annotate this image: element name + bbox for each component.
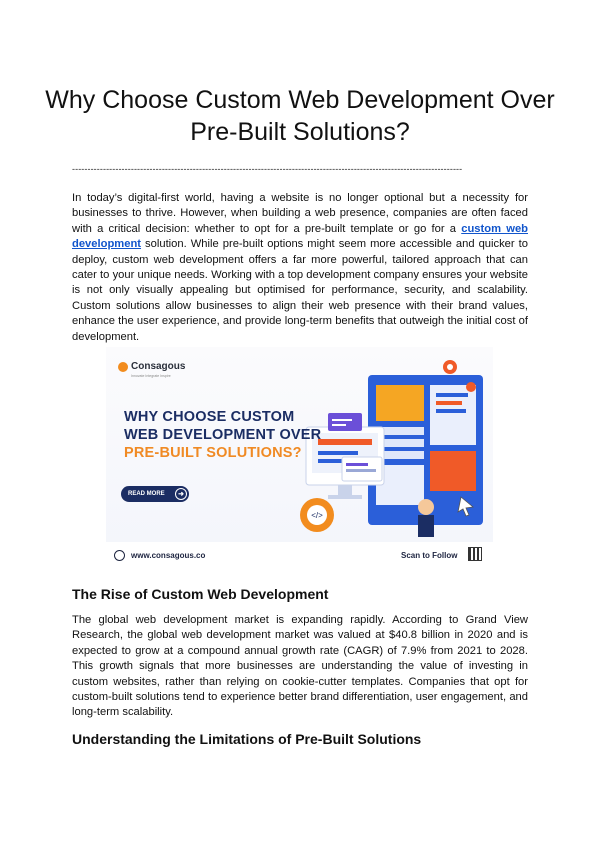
logo-tagline: Innovate Integrate Inspire [131,374,171,378]
banner-website [114,550,205,561]
section-rise-paragraph: The global web development market is expanding rapidly. According to Grand View Research, the global web development market was valued at $40.8 billion in 2020 and is expected to grow at a compound annual growth rate (CAGR) of 7.9% from 2021 to 2028. This growth signals that more businesses are understanding the value of investing in custom websites, rather than relying on cookie-cutter templates. Companies that opt for custom-built solutions tend to experience better brand differentiation, user engagement, and long-term scalability. [72,614,528,719]
section-heading-rise: The Rise of Custom Web Development [72,586,329,602]
read-more-button [121,486,189,502]
document-title: Why Choose Custom Web Development Over Pre-Built Solutions? [45,86,555,146]
website-text: www.consagous.co [131,551,206,560]
banner-headline-line2: WEB DEVELOPMENT OVER [124,427,322,443]
custom-web-development-link[interactable]: custom web development [72,222,528,251]
divider-line: ------------------------------------------------------------------------------------------------------------------------------ [72,164,463,174]
banner-headline-line3: PRE-BUILT SOLUTIONS? [124,445,302,461]
svg-text:</>: </> [311,511,323,520]
intro-text-part2: solution. While pre-built options might seem more accessible and quicker to deploy, custom web development offers a far more powerful, tailored approach that can cater to your unique needs. Working with a top development company ensures your website is not only visually appealing but optimised for performance, security, and scalability. Custom solutions allow businesses to align their web presence with their brand values, enhance the user experience, and provide long-term benefits that outweigh the initial cost of development. [72,238,528,343]
globe-icon [114,550,125,561]
intro-paragraph [72,191,528,345]
read-more-label: READ MORE [128,491,165,497]
section-heading-limitations: Understanding the Limitations of Pre-Built Solutions [72,731,422,747]
intro-text-part1: In today’s digital-first world, having a website is no longer optional but a necessity for businesses to thrive. However, when building a web presence, companies are often faced with a critical decision: whether to opt for a pre-built template or go for a [72,192,528,235]
logo-mark-icon [118,362,128,372]
scan-to-follow-text: Scan to Follow [401,551,458,560]
qr-code-icon [468,547,482,561]
banner-headline-line1: WHY CHOOSE CUSTOM [124,409,295,425]
arrow-right-icon: ➜ [175,488,187,500]
consagous-logo [118,361,185,372]
logo-text: Consagous [131,361,186,372]
promo-banner-image [106,347,493,569]
